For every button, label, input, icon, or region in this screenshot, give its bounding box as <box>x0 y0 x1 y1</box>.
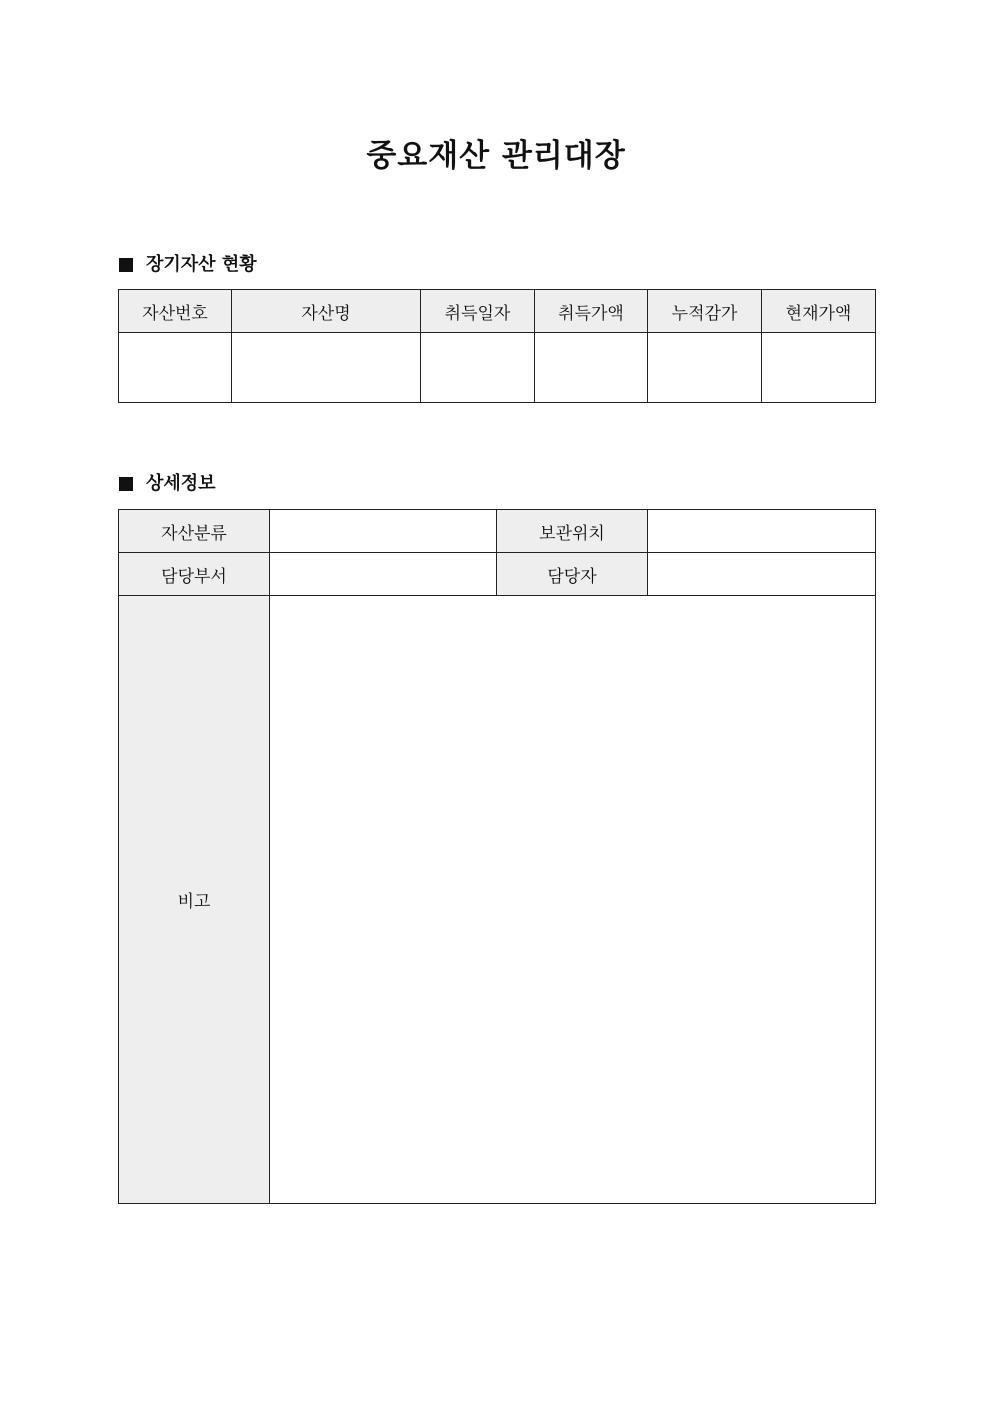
cell-accumulated-depreciation[interactable] <box>648 333 762 403</box>
category-label: 자산분류 <box>119 510 270 553</box>
department-label: 담당부서 <box>119 553 270 596</box>
table-row <box>119 333 876 403</box>
detail-row-category-location <box>119 510 876 553</box>
remarks-label: 비고 <box>119 596 270 1204</box>
column-header-asset-name: 자산명 <box>232 290 421 333</box>
column-header-accumulated-depreciation: 누적감가 <box>648 290 762 333</box>
category-value-field[interactable] <box>270 510 497 553</box>
location-label: 보관위치 <box>497 510 648 553</box>
cell-current-value[interactable] <box>762 333 876 403</box>
cell-asset-name[interactable] <box>232 333 421 403</box>
column-header-asset-number: 자산번호 <box>119 290 232 333</box>
asset-status-table <box>118 289 876 403</box>
remarks-value-field[interactable] <box>270 596 876 1204</box>
section-heading-details <box>119 472 216 496</box>
cell-acquisition-date[interactable] <box>421 333 535 403</box>
detail-row-remarks <box>119 596 876 1204</box>
square-bullet-icon <box>119 258 133 272</box>
location-value-field[interactable] <box>648 510 876 553</box>
square-bullet-icon <box>119 477 133 491</box>
column-header-acquisition-date: 취득일자 <box>421 290 535 333</box>
detail-info-table <box>118 509 876 1204</box>
manager-label: 담당자 <box>497 553 648 596</box>
section-heading-asset-status <box>119 253 257 277</box>
column-header-current-value: 현재가액 <box>762 290 876 333</box>
department-value-field[interactable] <box>270 553 497 596</box>
column-header-acquisition-cost: 취득가액 <box>535 290 648 333</box>
cell-asset-number[interactable] <box>119 333 232 403</box>
page-title: 중요재산 관리대장 <box>366 138 626 174</box>
detail-row-department-manager <box>119 553 876 596</box>
section-heading-label: 상세정보 <box>146 473 216 494</box>
cell-acquisition-cost[interactable] <box>535 333 648 403</box>
table-header-row <box>119 290 876 333</box>
section-heading-label: 장기자산 현황 <box>146 254 257 275</box>
manager-value-field[interactable] <box>648 553 876 596</box>
